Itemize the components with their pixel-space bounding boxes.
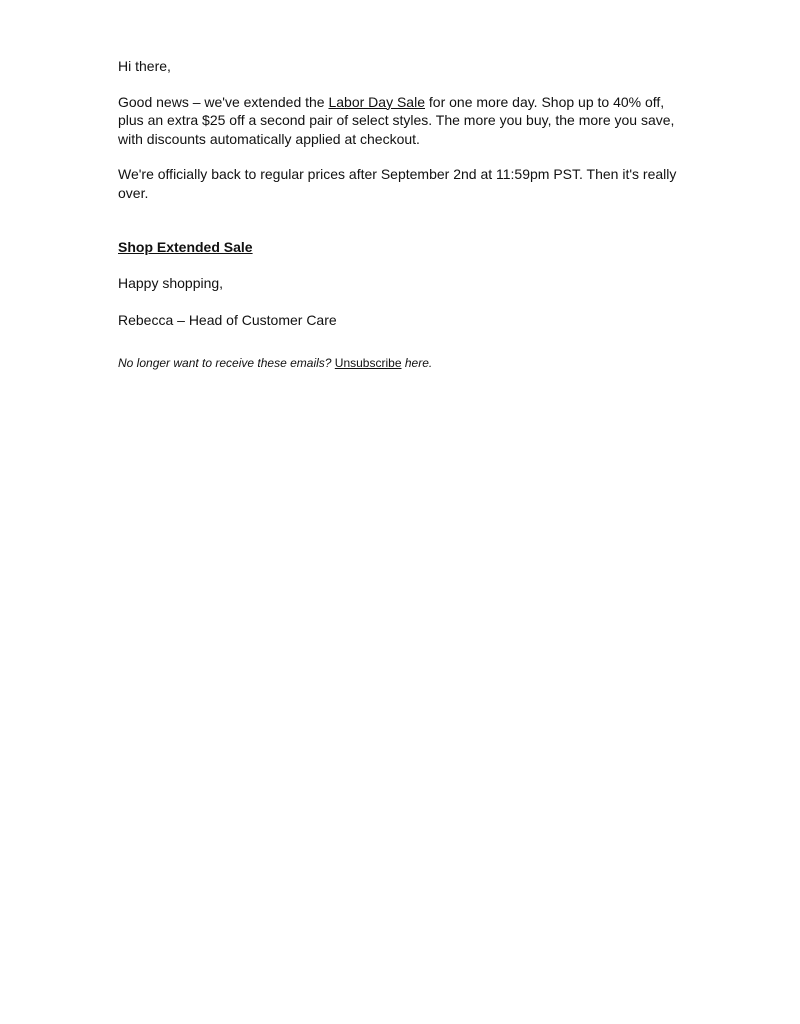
closing-text: Happy shopping, <box>118 274 224 291</box>
email-body <box>118 57 683 371</box>
sale-paragraph <box>118 93 683 149</box>
unsubscribe-link[interactable]: Unsubscribe <box>334 355 402 370</box>
shop-extended-sale-link[interactable]: Shop Extended Sale <box>118 239 253 255</box>
signature-text: Rebecca – Head of Customer Care <box>118 312 337 328</box>
cta-row <box>118 238 683 257</box>
footer-suffix-text: here. <box>404 355 433 370</box>
sale-paragraph-details: for one more day. Shop up to 40% off, plus an extra $25 off a second pair of select styles. The more you buy, the more you save, with discounts automatically applied at checkout. <box>118 93 675 147</box>
greeting-text: Hi there, <box>118 58 171 74</box>
labor-day-sale-link[interactable]: Labor Day Sale <box>328 93 425 110</box>
sale-paragraph-intro: Good news – we've extended the <box>118 93 329 110</box>
footer-prompt-text: No longer want to receive these emails? <box>118 355 332 370</box>
regular-prices-paragraph: We're officially back to regular prices after September 2nd at 11:59pm PST. Then it's really over. <box>118 166 677 201</box>
unsubscribe-footer <box>118 355 683 371</box>
